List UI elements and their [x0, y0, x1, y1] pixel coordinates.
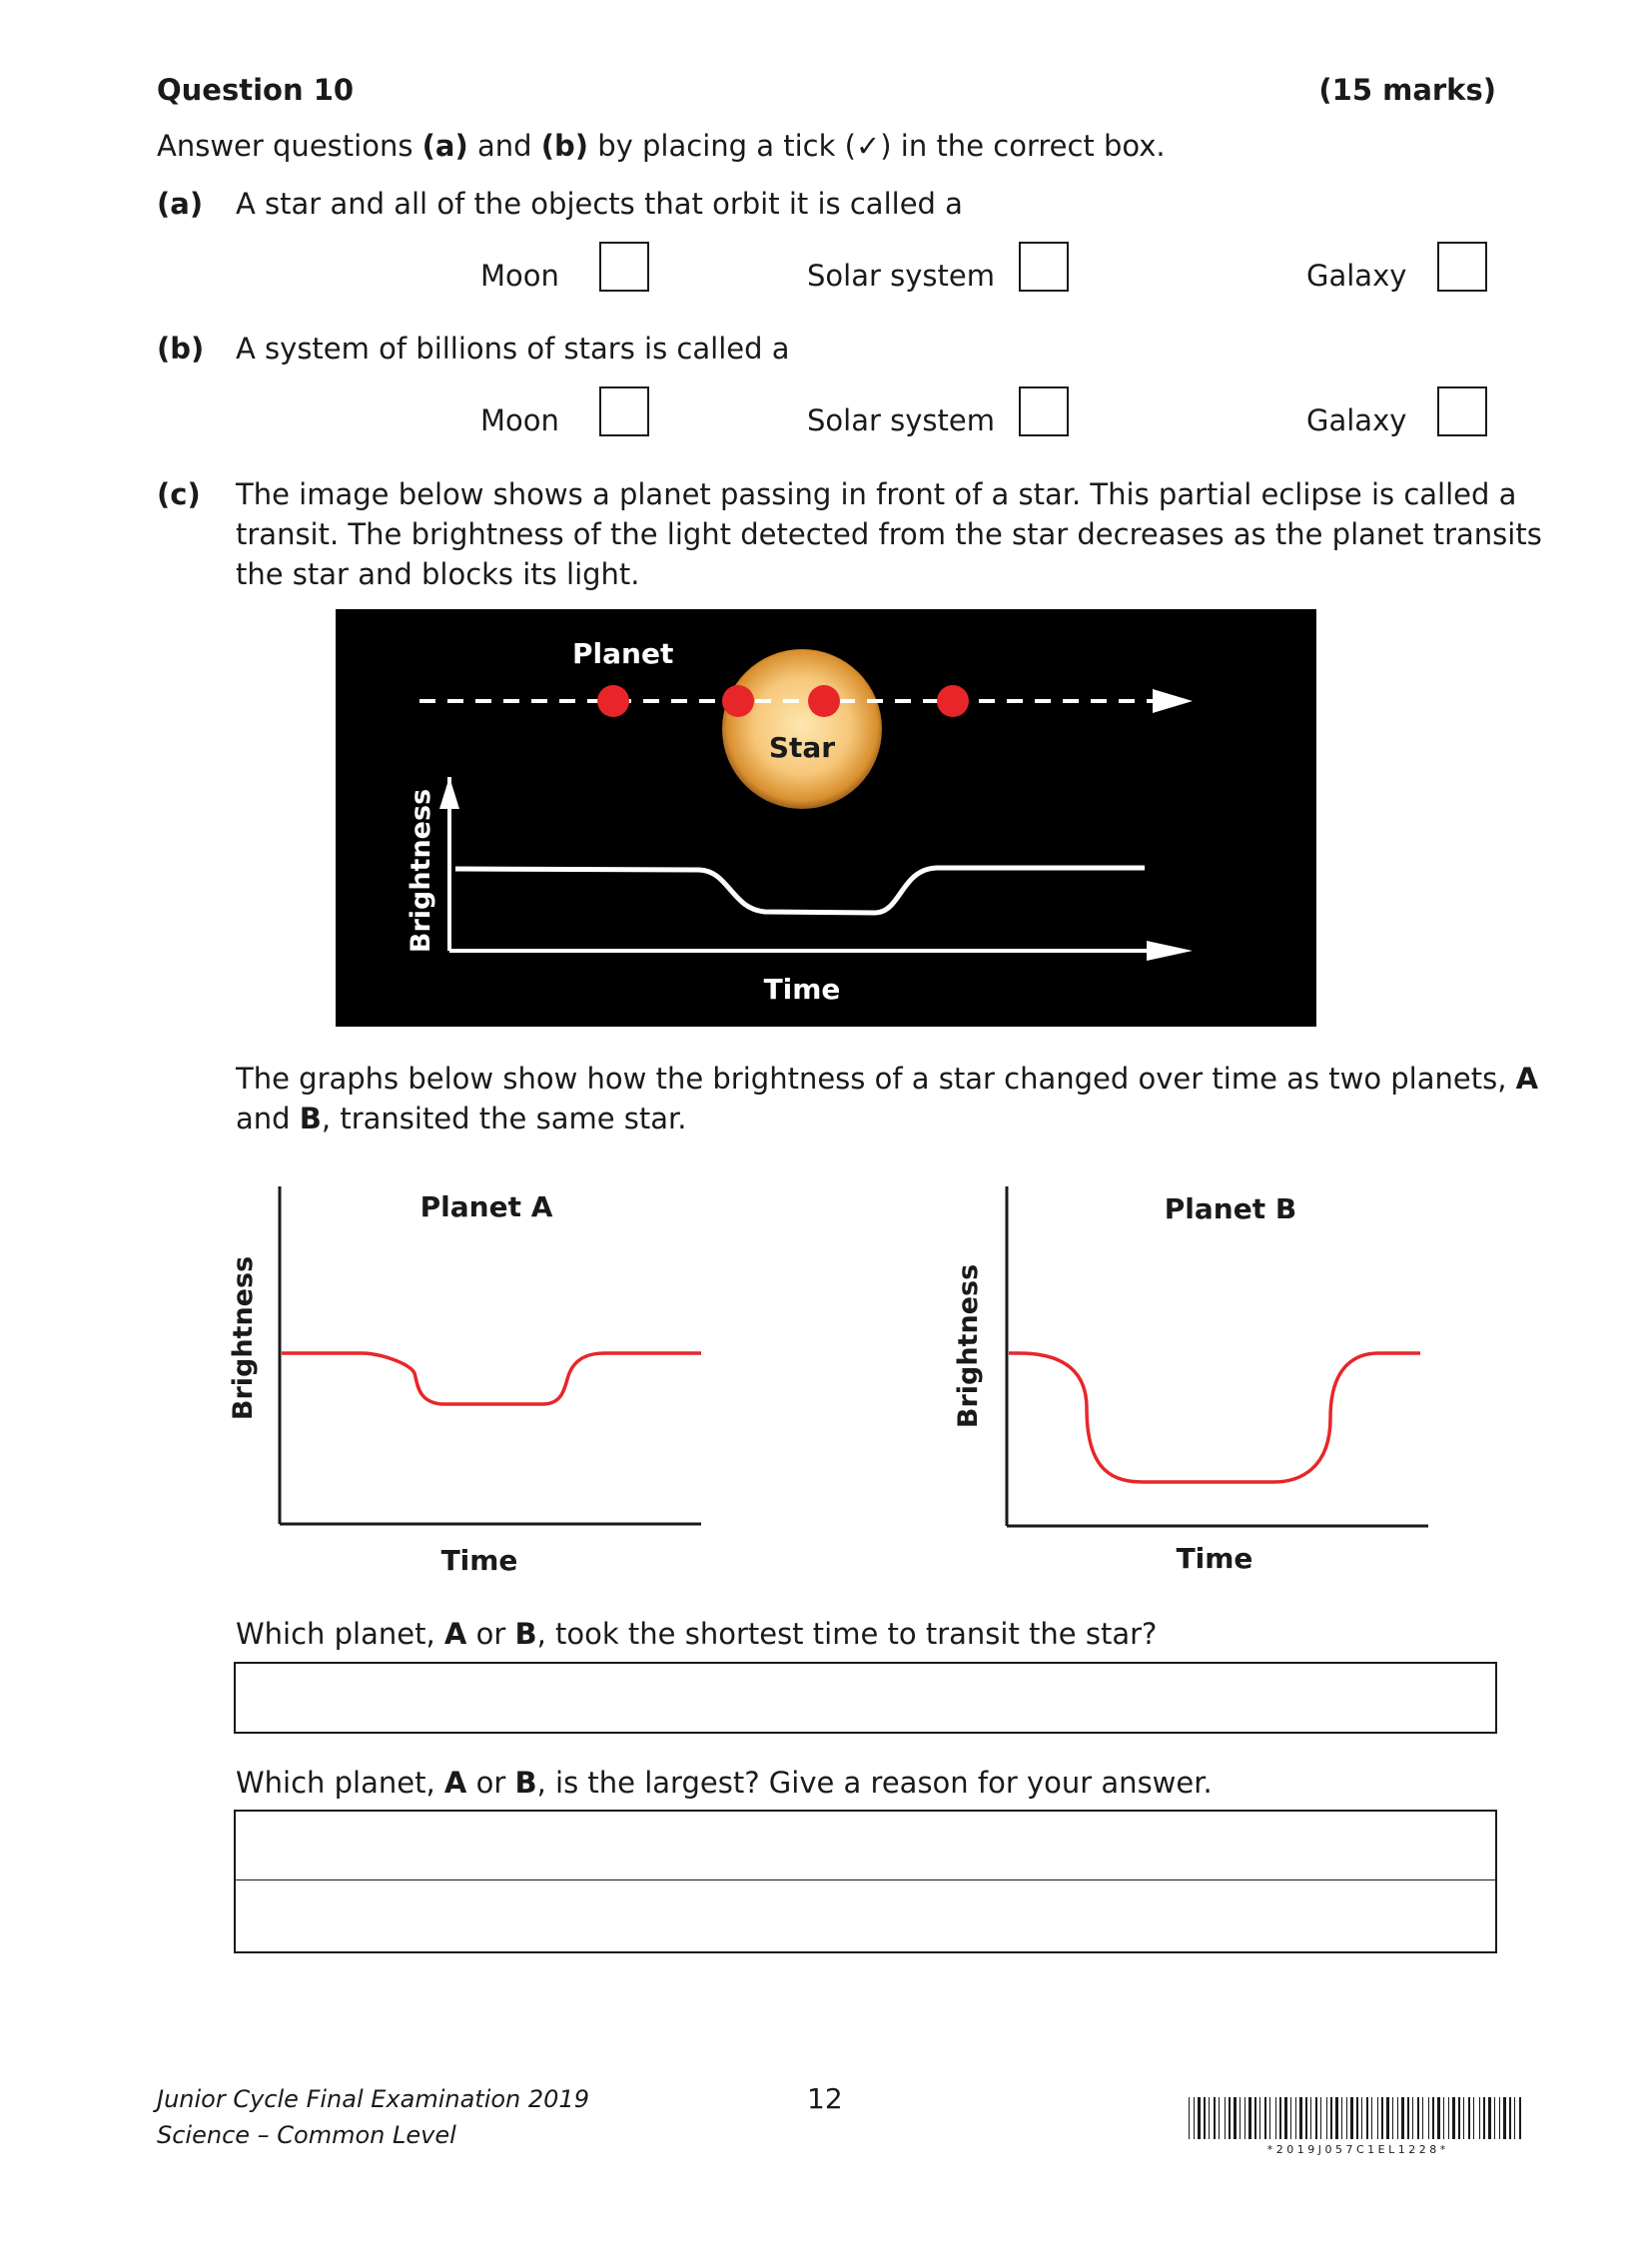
barcode-bar: [1428, 2097, 1429, 2139]
barcode-bar: [1499, 2097, 1500, 2139]
barcode-bar: [1290, 2097, 1291, 2139]
barcode-bar: [1214, 2097, 1216, 2139]
q1-option-a: A: [443, 1617, 467, 1651]
barcode-bar: [1295, 2097, 1296, 2139]
barcode-bar: [1483, 2097, 1485, 2139]
footer-exam-title: Junior Cycle Final Examination 2019: [157, 2085, 589, 2113]
part-c-line-3: the star and blocks its light.: [236, 557, 640, 591]
graphs-intro-text-3: , transited the same star.: [321, 1102, 687, 1135]
barcode-bar: [1392, 2097, 1393, 2139]
part-b-question: A system of billions of stars is called a: [236, 332, 790, 366]
barcode-bar: [1259, 2097, 1260, 2139]
barcode-bar: [1432, 2097, 1434, 2139]
barcode-bar: [1326, 2097, 1327, 2139]
barcode-bar: [1315, 2097, 1317, 2139]
question-title: Question 10: [157, 73, 355, 107]
barcode-bar: [1386, 2097, 1389, 2139]
q2-text-2: or: [466, 1766, 515, 1800]
answer-box-largest-planet[interactable]: [234, 1810, 1497, 1953]
barcode-bar: [1494, 2097, 1495, 2139]
barcode-bar: [1310, 2097, 1311, 2139]
q1-text-2: or: [466, 1617, 515, 1651]
barcode-bar: [1198, 2097, 1201, 2139]
q1-text-1: Which planet,: [236, 1617, 444, 1651]
planet-a-graph: [220, 1178, 719, 1578]
q1-text-3: , took the shortest time to transit the star?: [536, 1617, 1158, 1651]
planet-a-x-label: Time: [440, 1544, 518, 1577]
barcode-bar: [1397, 2097, 1398, 2139]
barcode-bar: [1443, 2097, 1444, 2139]
barcode-bar: [1254, 2097, 1256, 2139]
part-a-label: (a): [157, 187, 204, 221]
part-a-option-moon: Moon: [480, 259, 559, 293]
barcode-bar: [1269, 2097, 1270, 2139]
part-a-solar-system-checkbox[interactable]: [1019, 242, 1069, 292]
barcode-bar: [1448, 2097, 1449, 2139]
part-b-option-galaxy: Galaxy: [1306, 403, 1407, 437]
graphs-intro-line-1: [236, 1059, 1538, 1099]
barcode-bar: [1320, 2097, 1321, 2139]
barcode-bar: [1239, 2097, 1240, 2139]
barcode-bar: [1248, 2097, 1251, 2139]
instructions-text-2: and: [467, 129, 541, 163]
barcode-bar: [1284, 2097, 1287, 2139]
barcode-bar: [1299, 2097, 1302, 2139]
barcode-bar: [1350, 2097, 1353, 2139]
barcode-bar: [1264, 2097, 1266, 2139]
barcode-bar: [1219, 2097, 1220, 2139]
barcode-bar: [1377, 2097, 1378, 2139]
barcode-bar: [1401, 2097, 1404, 2139]
part-a-moon-checkbox[interactable]: [599, 242, 649, 292]
planet-b-x-label: Time: [1176, 1542, 1253, 1575]
q2-option-b: B: [514, 1766, 537, 1800]
barcode-bar: [1479, 2097, 1480, 2139]
instructions-part-a: (a): [421, 129, 468, 163]
planet-label: Planet: [572, 637, 674, 670]
barcode-bar: [1346, 2097, 1347, 2139]
planet-b-y-label: Brightness: [953, 1263, 984, 1429]
transit-diagram: [336, 609, 1316, 1027]
graphs-intro-line-2: [236, 1099, 687, 1138]
barcode-bar: [1514, 2097, 1515, 2139]
planet-dot: [937, 685, 969, 717]
part-b-solar-system-checkbox[interactable]: [1019, 386, 1069, 436]
barcode-bar: [1330, 2097, 1332, 2139]
barcode-bar: [1407, 2097, 1409, 2139]
barcode-bar: [1519, 2097, 1521, 2139]
barcode-text: * 2 0 1 9 J 0 5 7 C 1 E L 1 2 2 8 *: [1266, 2143, 1446, 2156]
barcode-bar: [1366, 2097, 1368, 2139]
barcode-bar: [1503, 2097, 1506, 2139]
planet-b-graph: [939, 1178, 1438, 1578]
diagram-x-axis-label: Time: [763, 973, 841, 1006]
instructions: [157, 126, 1166, 166]
barcode-bar: [1225, 2097, 1226, 2139]
instructions-text-3: by placing a tick (✓) in the correct box.: [588, 129, 1166, 163]
barcode-bar: [1279, 2097, 1281, 2139]
barcode-bar: [1468, 2097, 1470, 2139]
q2-option-a: A: [443, 1766, 467, 1800]
part-b-label: (b): [157, 332, 205, 366]
barcode-bar: [1189, 2097, 1190, 2139]
barcode-bar: [1234, 2097, 1237, 2139]
marks-label: (15 marks): [1318, 73, 1496, 107]
barcode-bar: [1361, 2097, 1362, 2139]
barcode-bars: [1189, 2097, 1521, 2139]
page-number: 12: [807, 2082, 843, 2115]
barcode-bar: [1452, 2097, 1455, 2139]
barcode-bar: [1244, 2097, 1245, 2139]
instructions-part-b: (b): [540, 129, 589, 163]
answer-box-divider: [236, 1879, 1495, 1880]
planet-dot: [808, 685, 840, 717]
part-b-moon-checkbox[interactable]: [599, 386, 649, 436]
question-shortest-transit: [236, 1614, 1157, 1654]
barcode-bar: [1356, 2097, 1358, 2139]
barcode-bar: [1204, 2097, 1206, 2139]
planet-b-curve: [1009, 1353, 1420, 1482]
part-c-label: (c): [157, 477, 201, 511]
instructions-text-1: Answer questions: [157, 129, 422, 163]
part-a-option-galaxy: Galaxy: [1306, 259, 1407, 293]
planet-a-title: Planet A: [419, 1190, 553, 1223]
barcode-bar: [1209, 2097, 1210, 2139]
barcode-bar: [1437, 2097, 1440, 2139]
barcode-bar: [1381, 2097, 1383, 2139]
star-circle: [722, 649, 882, 809]
planet-b-title: Planet B: [1164, 1192, 1297, 1225]
answer-box-shortest-transit[interactable]: [234, 1662, 1497, 1734]
part-b-galaxy-checkbox[interactable]: [1437, 386, 1487, 436]
part-b-option-moon: Moon: [480, 403, 559, 437]
barcode-bar: [1463, 2097, 1464, 2139]
planet-a-curve: [282, 1353, 701, 1404]
part-b-option-solar-system: Solar system: [807, 403, 995, 437]
barcode-bar: [1371, 2097, 1372, 2139]
star-label: Star: [768, 731, 836, 764]
barcode-bar: [1275, 2097, 1276, 2139]
barcode-bar: [1488, 2097, 1491, 2139]
planet-dot: [722, 685, 754, 717]
barcode-bar: [1417, 2097, 1419, 2139]
barcode-bar: [1458, 2097, 1460, 2139]
barcode-bar: [1509, 2097, 1511, 2139]
graphs-intro-planet-a: A: [1515, 1062, 1539, 1096]
graphs-intro-text-1: The graphs below show how the brightness of a star changed over time as two planets,: [236, 1062, 1516, 1096]
graphs-intro-text-2: and: [236, 1102, 300, 1135]
barcode-bar: [1412, 2097, 1413, 2139]
barcode: [1187, 2097, 1526, 2157]
barcode-bar: [1335, 2097, 1338, 2139]
part-c-line-1: The image below shows a planet passing in front of a star. This partial eclipse is called a: [236, 477, 1517, 511]
barcode-bar: [1341, 2097, 1342, 2139]
barcode-bar: [1194, 2097, 1195, 2139]
barcode-bar: [1473, 2097, 1474, 2139]
footer-level: Science – Common Level: [157, 2121, 456, 2149]
q2-text-1: Which planet,: [236, 1766, 444, 1800]
question-largest-planet: [236, 1763, 1213, 1803]
barcode-bar: [1422, 2097, 1423, 2139]
planet-dot: [597, 685, 629, 717]
q2-text-3: , is the largest? Give a reason for your answer.: [536, 1766, 1213, 1800]
graphs-intro-planet-b: B: [299, 1102, 322, 1135]
planet-a-y-label: Brightness: [228, 1255, 259, 1421]
barcode-bar: [1305, 2097, 1307, 2139]
barcode-bar: [1229, 2097, 1231, 2139]
part-a-question: A star and all of the objects that orbit it is called a: [236, 187, 963, 221]
part-a-option-solar-system: Solar system: [807, 259, 995, 293]
part-c-line-2: transit. The brightness of the light detected from the star decreases as the planet transits: [236, 517, 1542, 551]
q1-option-b: B: [514, 1617, 537, 1651]
diagram-y-axis-label: Brightness: [406, 788, 436, 954]
part-a-galaxy-checkbox[interactable]: [1437, 242, 1487, 292]
